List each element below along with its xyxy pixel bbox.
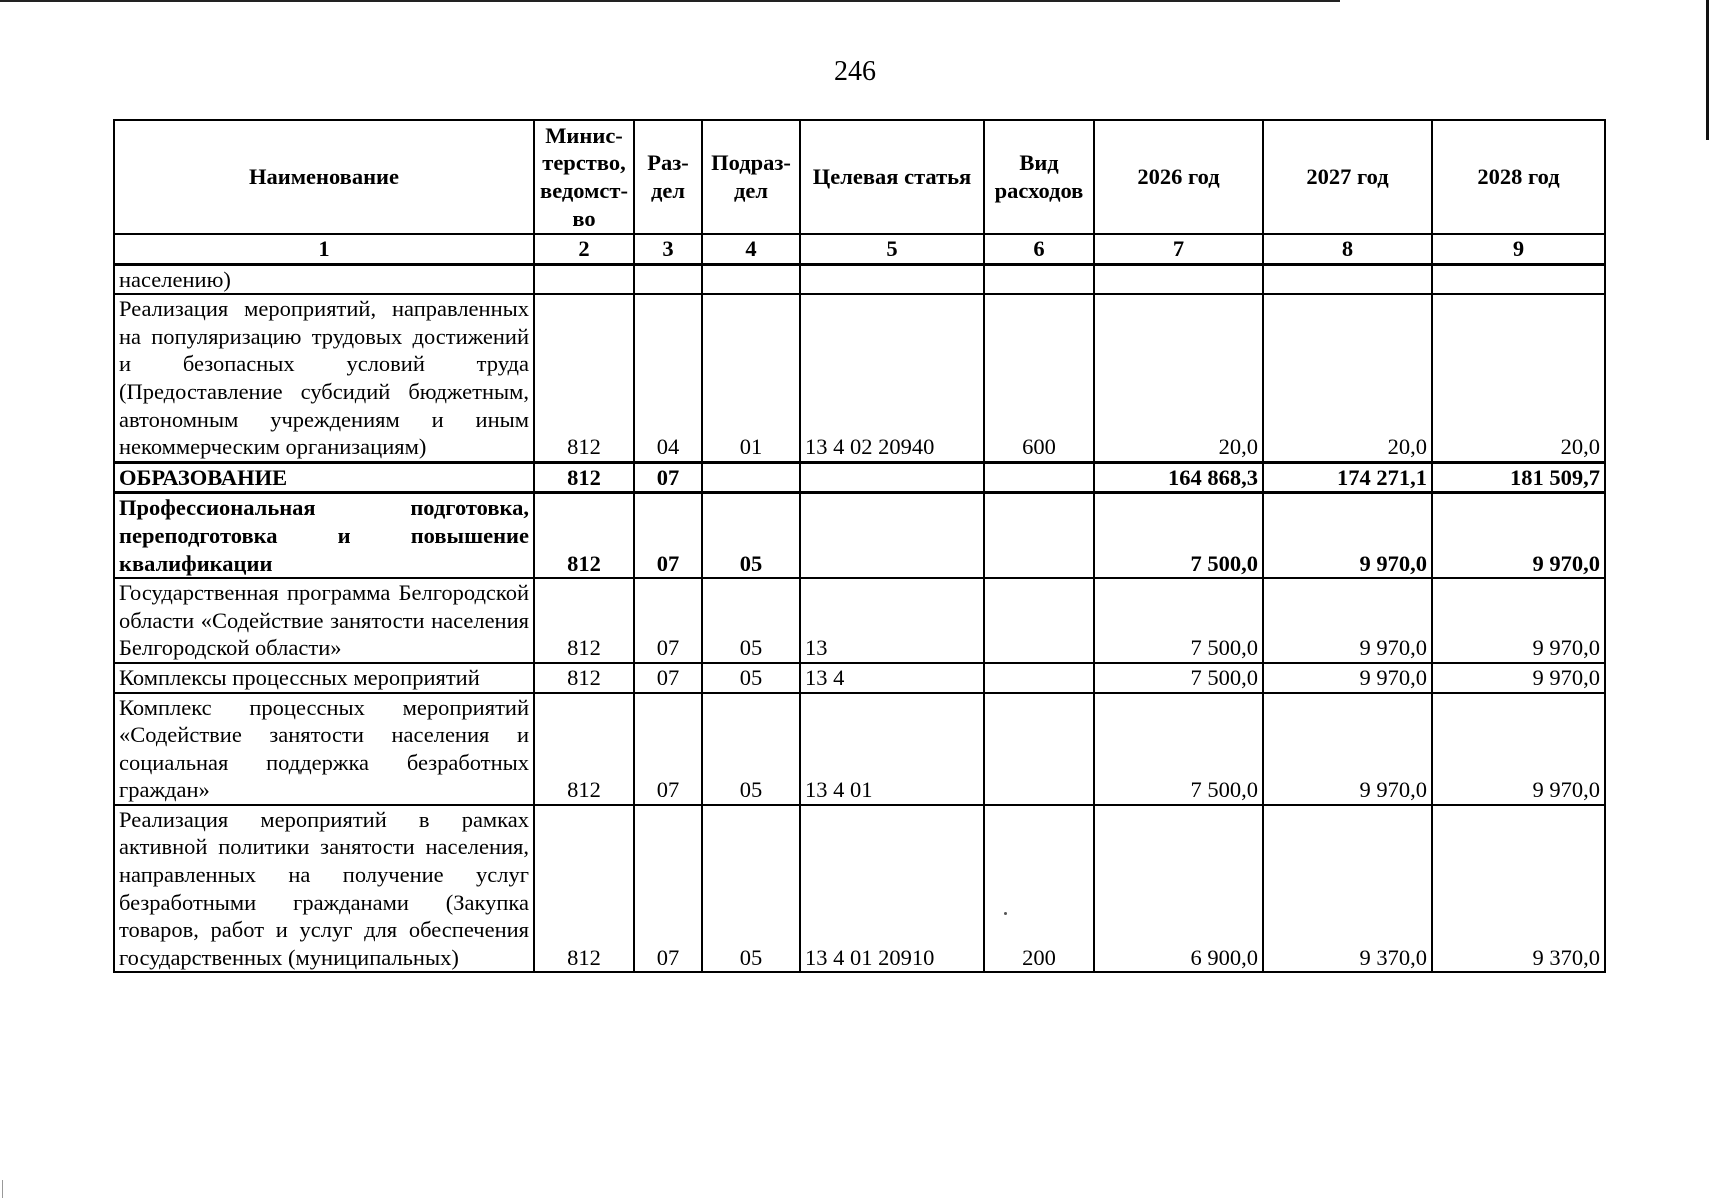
column-number: 4 (702, 234, 800, 264)
column-number: 3 (634, 234, 702, 264)
row-subsection: 01 (702, 294, 800, 462)
row-section: 04 (634, 294, 702, 462)
row-section: 07 (634, 578, 702, 663)
row-target: 13 4 (800, 663, 984, 693)
header-target: Целевая статья (800, 120, 984, 234)
row-2028: 9 970,0 (1432, 693, 1605, 805)
row-2028: 9 970,0 (1432, 663, 1605, 693)
header-section: Раз-дел (634, 120, 702, 234)
row-name: Комплексы процессных мероприятий (114, 663, 534, 693)
row-2026: 7 500,0 (1094, 578, 1263, 663)
row-section: 07 (634, 663, 702, 693)
row-expense-type (984, 264, 1094, 294)
row-target (800, 264, 984, 294)
table-row (114, 462, 1605, 493)
row-2028: 9 370,0 (1432, 805, 1605, 973)
row-target: 13 (800, 578, 984, 663)
budget-table (113, 119, 1606, 973)
table-row (114, 578, 1605, 663)
row-2026: 7 500,0 (1094, 663, 1263, 693)
row-section: 07 (634, 493, 702, 578)
column-number: 8 (1263, 234, 1432, 264)
row-target: 13 4 02 20940 (800, 294, 984, 462)
row-expense-type (984, 578, 1094, 663)
row-subsection: 05 (702, 578, 800, 663)
scan-right-edge (1706, 0, 1709, 140)
row-name: населению) (114, 264, 534, 294)
row-2027 (1263, 264, 1432, 294)
row-name: ОБРАЗОВАНИЕ (114, 462, 534, 493)
column-number: 6 (984, 234, 1094, 264)
row-2027: 9 970,0 (1263, 693, 1432, 805)
row-expense-type (984, 663, 1094, 693)
row-2026: 6 900,0 (1094, 805, 1263, 973)
row-2027: 9 370,0 (1263, 805, 1432, 973)
row-section (634, 264, 702, 294)
row-target (800, 493, 984, 578)
header-2028: 2028 год (1432, 120, 1605, 234)
column-number: 2 (534, 234, 634, 264)
row-target: 13 4 01 (800, 693, 984, 805)
row-2028: 20,0 (1432, 294, 1605, 462)
column-number-row (114, 234, 1605, 264)
row-ministry: 812 (534, 693, 634, 805)
row-ministry: 812 (534, 294, 634, 462)
row-ministry: 812 (534, 663, 634, 693)
header-ministry: Минис-терство, ведомст-во (534, 120, 634, 234)
row-ministry (534, 264, 634, 294)
table-row (114, 693, 1605, 805)
scan-speck (1004, 912, 1007, 915)
row-2027: 174 271,1 (1263, 462, 1432, 493)
row-name: Реализация мероприятий, направленных на популяризацию трудовых достижений и безопасных условий труда (Предоставление субсидий бюджетным, автономным учреждениям и иным некоммерческим организациям) (114, 294, 534, 462)
row-expense-type: 600 (984, 294, 1094, 462)
row-subsection: 05 (702, 493, 800, 578)
column-number: 7 (1094, 234, 1263, 264)
row-ministry: 812 (534, 578, 634, 663)
row-target (800, 462, 984, 493)
row-subsection: 05 (702, 805, 800, 973)
row-section: 07 (634, 462, 702, 493)
row-section: 07 (634, 805, 702, 973)
row-name: Комплекс процессных мероприятий «Содействие занятости населения и социальная поддержка безработных граждан» (114, 693, 534, 805)
header-2026: 2026 год (1094, 120, 1263, 234)
table-row (114, 493, 1605, 578)
row-2027: 20,0 (1263, 294, 1432, 462)
row-name: Реализация мероприятий в рамках активной политики занятости населения, направленных на получение услуг безработными гражданами (Закупка товаров, работ и услуг для обеспечения государственных (муниципальных) (114, 805, 534, 973)
row-name: Профессиональная подготовка, переподготовка и повышение квалификации (114, 493, 534, 578)
row-2026: 7 500,0 (1094, 693, 1263, 805)
table-row (114, 805, 1605, 973)
header-name: Наименование (114, 120, 534, 234)
row-subsection (702, 462, 800, 493)
scan-left-mark (2, 1180, 3, 1198)
row-2027: 9 970,0 (1263, 578, 1432, 663)
row-2028: 181 509,7 (1432, 462, 1605, 493)
row-2028: 9 970,0 (1432, 578, 1605, 663)
row-subsection: 05 (702, 663, 800, 693)
row-2026 (1094, 264, 1263, 294)
header-subsection: Подраз-дел (702, 120, 800, 234)
row-target: 13 4 01 20910 (800, 805, 984, 973)
row-2027: 9 970,0 (1263, 663, 1432, 693)
row-expense-type: 200 (984, 805, 1094, 973)
table-header-row (114, 120, 1605, 234)
row-2026: 164 868,3 (1094, 462, 1263, 493)
table-row (114, 294, 1605, 462)
column-number: 9 (1432, 234, 1605, 264)
row-expense-type (984, 462, 1094, 493)
table-row (114, 663, 1605, 693)
row-subsection: 05 (702, 693, 800, 805)
header-expense-type: Вид расходов (984, 120, 1094, 234)
header-2027: 2027 год (1263, 120, 1432, 234)
row-expense-type (984, 493, 1094, 578)
table-row (114, 264, 1605, 294)
row-2026: 7 500,0 (1094, 493, 1263, 578)
scan-top-edge (0, 0, 1340, 2)
column-number: 1 (114, 234, 534, 264)
page-number: 246 (834, 56, 876, 87)
row-name: Государственная программа Белгородской области «Содействие занятости населения Белгородской области» (114, 578, 534, 663)
row-2028 (1432, 264, 1605, 294)
row-2028: 9 970,0 (1432, 493, 1605, 578)
row-ministry: 812 (534, 462, 634, 493)
row-ministry: 812 (534, 493, 634, 578)
row-ministry: 812 (534, 805, 634, 973)
row-2027: 9 970,0 (1263, 493, 1432, 578)
column-number: 5 (800, 234, 984, 264)
row-expense-type (984, 693, 1094, 805)
row-subsection (702, 264, 800, 294)
row-2026: 20,0 (1094, 294, 1263, 462)
row-section: 07 (634, 693, 702, 805)
